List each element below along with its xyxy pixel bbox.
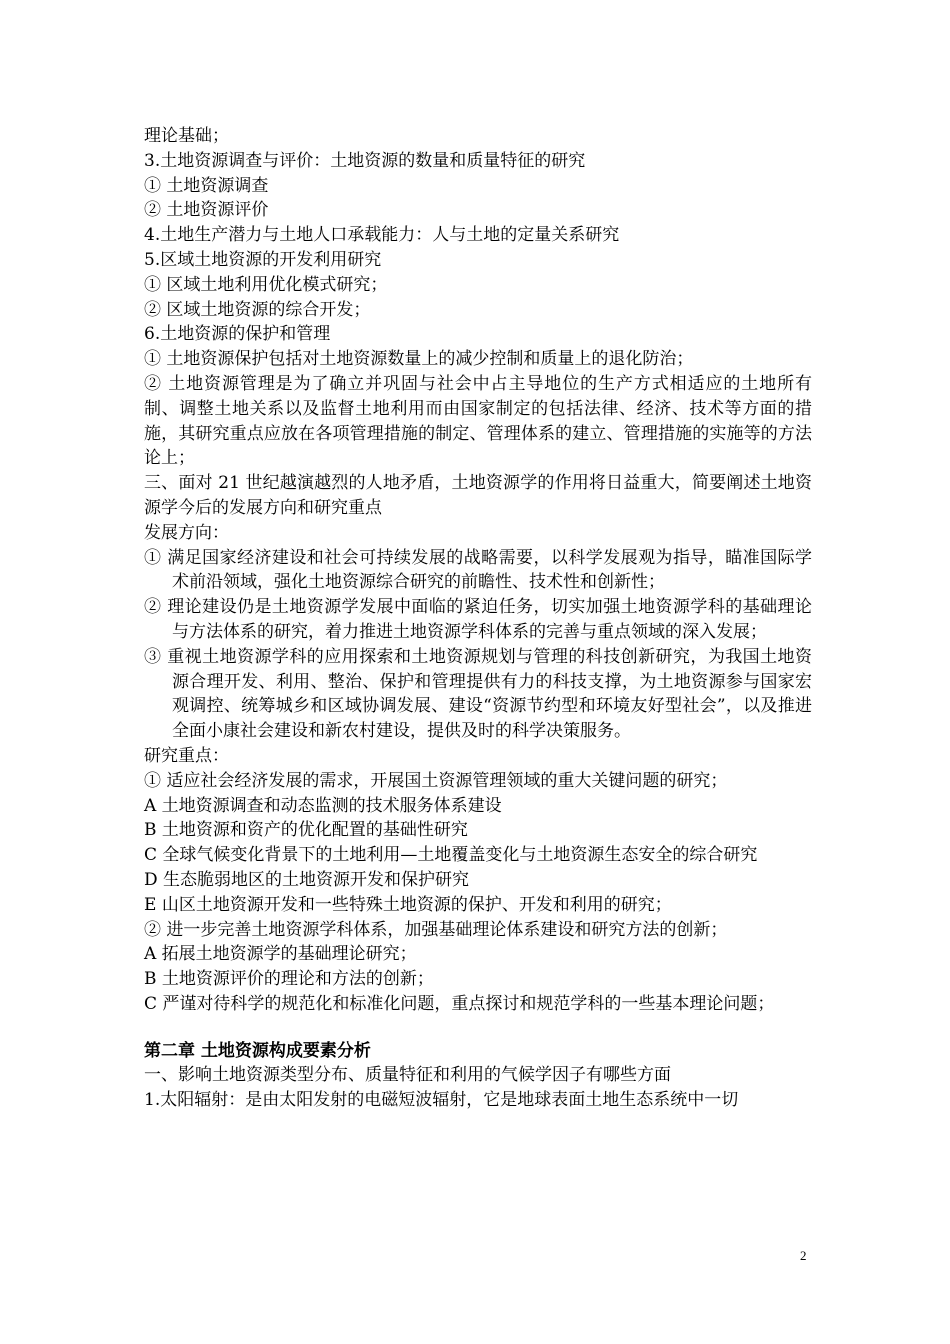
- list-item: ② 土地资源评价: [144, 200, 269, 221]
- list-item: ① 土地资源调查: [144, 175, 269, 196]
- question-heading: 一、影响土地资源类型分布、质量特征和利用的气候学因子有哪些方面: [144, 1065, 671, 1086]
- list-item: A 土地资源调查和动态监测的技术服务体系建设: [144, 795, 502, 816]
- section-heading: 4.土地生产潜力与土地人口承载能力：人与土地的定量关系研究: [144, 225, 620, 246]
- list-item: E 山区土地资源开发和一些特殊土地资源的保护、开发和利用的研究；: [144, 894, 672, 915]
- list-item: ② 区域土地资源的综合开发；: [144, 299, 371, 320]
- page-number: 2: [800, 1248, 807, 1263]
- subheading: 发展方向：: [144, 522, 229, 543]
- list-item: ① 满足国家经济建设和社会可持续发展的战略需要，以科学发展观为指导，瞄准国际学术前沿领域，强化土地资源综合研究的前瞻性、技术性和创新性；: [144, 547, 812, 593]
- list-item: ① 适应社会经济发展的需求，开展国土资源管理领域的重大关键问题的研究；: [144, 770, 728, 791]
- list-item: ② 土地资源管理是为了确立并巩固与社会中占主导地位的生产方式相适应的土地所有制、调整土地关系以及监督土地利用而由国家制定的包括法律、经济、技术等方面的措施，其研究重点应放在各项管理措施的制定、管理体系的建立、管理措施的实施等的方法论上；: [144, 373, 812, 469]
- blank-line: [144, 1017, 812, 1039]
- document-body: [144, 124, 812, 1113]
- list-item: ① 区域土地利用优化模式研究；: [144, 274, 388, 295]
- list-item: A 拓展土地资源学的基础理论研究；: [144, 944, 417, 965]
- list-item: ③ 重视土地资源学科的应用探索和土地资源规划与管理的科技创新研究，为我国土地资源合理开发、利用、整治、保护和管理提供有力的科技支撑，为土地资源参与国家宏观调控、统筹城乡和区域协调发展、建设“资源节约型和环境友好型社会”，以及推进全面小康社会建设和新农村建设，提供及时的科学决策服务。: [144, 646, 812, 742]
- text-line: 1.太阳辐射：是由太阳发射的电磁短波辐射，它是地球表面土地生态系统中一切: [144, 1090, 739, 1111]
- list-item: ② 进一步完善土地资源学科体系，加强基础理论体系建设和研究方法的创新；: [144, 919, 728, 940]
- question-heading: 三、面对 21 世纪越演越烈的人地矛盾，土地资源学的作用将日益重大，简要阐述土地资源学今后的发展方向和研究重点: [144, 473, 812, 518]
- list-item: B 土地资源和资产的优化配置的基础性研究: [144, 820, 468, 841]
- chapter-title: 第二章 土地资源构成要素分析: [144, 1040, 371, 1061]
- list-item: C 全球气候变化背景下的土地利用—土地覆盖变化与土地资源生态安全的综合研究: [144, 845, 758, 866]
- list-item: D 生态脆弱地区的土地资源开发和保护研究: [144, 869, 470, 890]
- list-item: ② 理论建设仍是土地资源学发展中面临的紧迫任务，切实加强土地资源学科的基础理论与方法体系的研究，着力推进土地资源学科体系的完善与重点领域的深入发展；: [144, 597, 812, 642]
- section-heading: 6.土地资源的保护和管理: [144, 324, 331, 345]
- section-heading: 5.区域土地资源的开发利用研究: [144, 249, 382, 270]
- list-item: ① 土地资源保护包括对土地资源数量上的减少控制和质量上的退化防治；: [144, 349, 694, 370]
- subheading: 研究重点：: [144, 745, 229, 766]
- text-line: 理论基础；: [144, 126, 229, 146]
- list-item: B 土地资源评价的理论和方法的创新；: [144, 969, 434, 990]
- list-item: C 严谨对待科学的规范化和标准化问题，重点探讨和规范学科的一些基本理论问题；: [144, 993, 775, 1014]
- section-heading: 3.土地资源调查与评价：土地资源的数量和质量特征的研究: [144, 150, 586, 171]
